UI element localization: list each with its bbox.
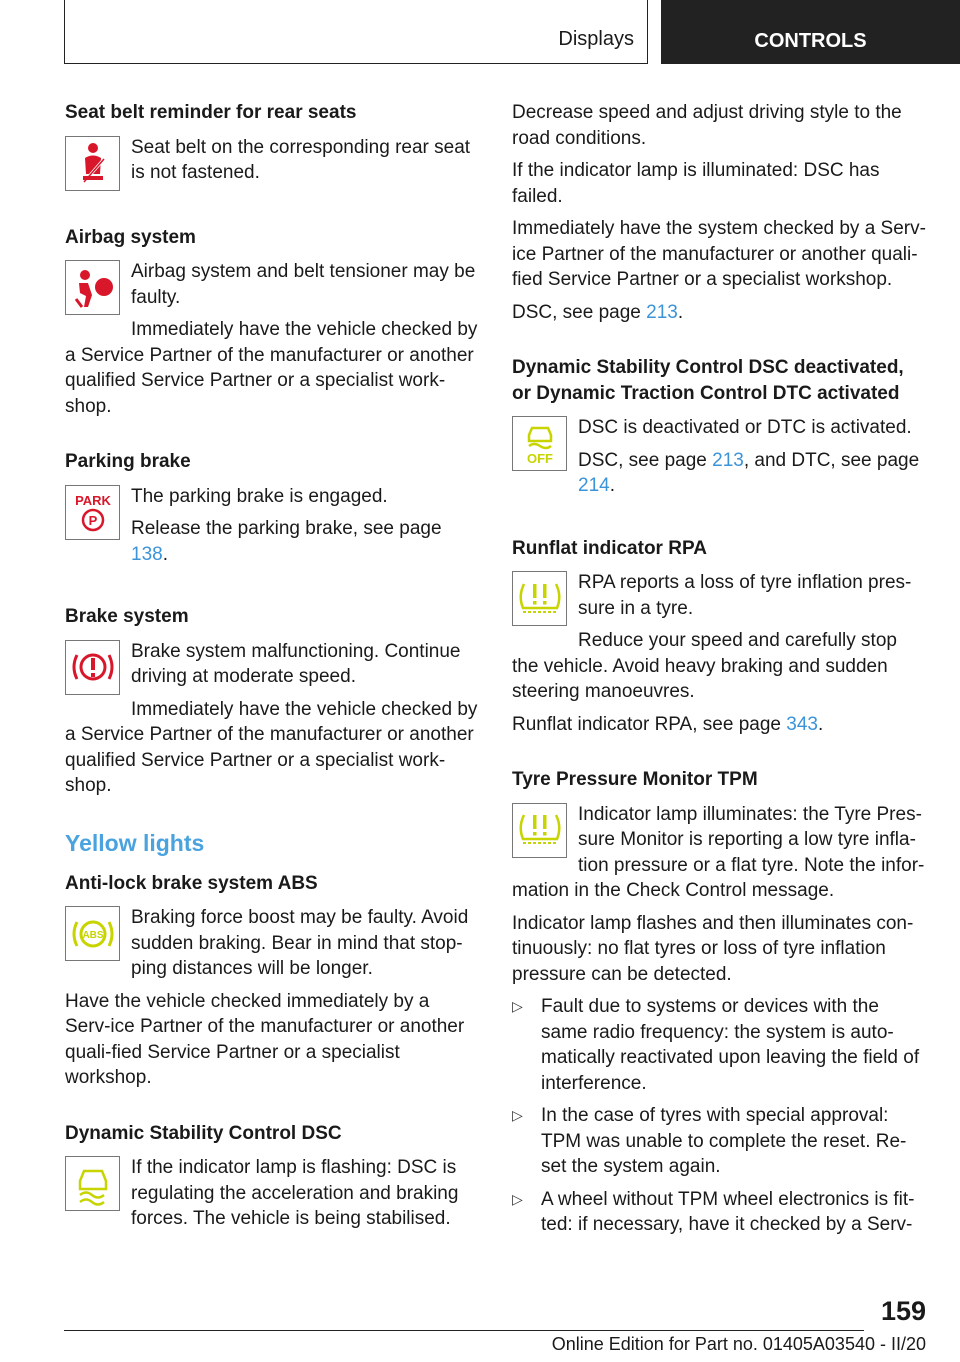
airbag-section — [65, 225, 480, 420]
dsc-cont-text-3: Immediately have the system checked by a Serv-ice Partner of the manufacturer or another quali-fied Service Partner or a specialist workshop. — [512, 218, 926, 290]
page-number: 159 — [880, 1296, 926, 1326]
tpm-heading: Tyre Pressure Monitor TPM — [512, 769, 758, 790]
dsc-off-text-2-post: . — [609, 475, 615, 496]
dsc-off-text-2-mid: , and DTC, see page — [743, 449, 920, 471]
parking-text-2-pre: Release the parking brake, see page — [131, 518, 442, 539]
airbag-icon — [65, 260, 120, 315]
brake-heading: Brake system — [65, 606, 189, 627]
rpa-text-2: Reduce your speed and carefully stop the vehicle. Avoid heavy braking and sudden steering manoeuvres. — [512, 630, 897, 702]
tyre-warning-icon — [512, 571, 567, 626]
dsc-off-heading: Dynamic Stability Control DSC deactivated, or Dynamic Traction Control DTC activated — [512, 357, 904, 404]
rpa-section — [512, 536, 927, 738]
rpa-text-3-pre: Runflat indicator RPA, see page — [512, 713, 787, 735]
abs-text-2: Have the vehicle checked immediately by a Serv-ice Partner of the manufacturer or another quali-fied Service Partner or a specialist workshop. — [65, 990, 465, 1088]
yellow-lights-heading: Yellow lights — [65, 829, 205, 856]
tpm-warning-icon — [512, 803, 567, 858]
parking-text-2-post: . — [162, 543, 168, 565]
seatbelt-section — [65, 100, 480, 195]
dsc-off-text-1: DSC is deactivated or DTC is activated. — [578, 417, 912, 438]
parking-text-1: The parking brake is engaged. — [131, 485, 388, 507]
tpm-bullet-list — [512, 994, 927, 1238]
rpa-text-3-post: . — [817, 713, 824, 735]
seatbelt-icon — [65, 136, 120, 191]
dsc-text-1: If the indicator lamp is flashing: DSC is regulating the acceleration and braking forces. The vehicle is being stabilised. — [131, 1157, 459, 1229]
abs-text-1: Braking force boost may be faulty. Avoid sudden braking. Bear in mind that stop-ping distances will be longer. — [131, 907, 469, 979]
bullet-text: In the case of tyres with special approval: TPM was unable to complete the reset. Re-set the system again. — [541, 1105, 907, 1177]
abs-section — [65, 871, 480, 1091]
abs-heading: Anti-lock brake system ABS — [65, 872, 318, 894]
bullet-arrow-icon: ▷ — [512, 1190, 523, 1207]
dsc-icon — [65, 1156, 120, 1211]
page-ref-138[interactable]: 138 — [131, 543, 163, 565]
parking-section — [65, 449, 480, 574]
dsc-cont-text-4-pre: DSC, see page — [512, 301, 647, 323]
seatbelt-heading: Seat belt reminder for rear seats — [65, 102, 357, 123]
bullet-arrow-icon: ▷ — [512, 998, 523, 1014]
edition-note: Online Edition for Part no. 01405A03540 - II/20 — [551, 1334, 926, 1354]
dsc-off-text-2 — [512, 448, 927, 499]
footer-divider — [64, 1330, 864, 1331]
dsc-cont-text-4 — [512, 300, 927, 326]
bullet-text: A wheel without TPM wheel electronics is fit-ted: if necessary, have it checked by a Serv- — [541, 1188, 915, 1235]
abs-icon-text: ABS — [81, 929, 104, 941]
park-icon-symbol: P — [88, 513, 97, 528]
list-item — [512, 994, 927, 1096]
dsc-cont-text-1: Decrease speed and adjust driving style to the road conditions. — [512, 102, 902, 149]
page-ref-213[interactable]: 213 — [646, 301, 678, 323]
dsc-off-text-2-pre: DSC, see page — [578, 449, 713, 471]
dsc-continued — [512, 100, 927, 325]
dsc-off-section — [512, 355, 927, 506]
page-ref-213-b[interactable]: 213 — [712, 449, 744, 471]
airbag-heading: Airbag system — [65, 226, 196, 248]
dsc-cont-text-4-post: . — [677, 301, 684, 323]
park-brake-icon — [65, 485, 120, 540]
bullet-arrow-icon: ▷ — [512, 1107, 523, 1123]
airbag-text-2: Immediately have the vehicle checked by a Service Partner of the manufacturer or another qualified Service Partner or a specialist work-shop. — [65, 319, 478, 417]
page-ref-343[interactable]: 343 — [786, 713, 818, 735]
brake-text-2: Immediately have the vehicle checked by a Service Partner of the manufacturer or another qualified Service Partner or a specialist work-shop. — [65, 698, 478, 796]
brake-warning-icon — [65, 640, 120, 695]
dsc-off-icon-text: OFF — [526, 450, 553, 466]
page-ref-214[interactable]: 214 — [578, 475, 610, 496]
left-column — [65, 100, 480, 1262]
parking-heading: Parking brake — [65, 451, 191, 472]
bullet-text: Fault due to systems or devices with the same radio frequency: the system is auto-matically reactivated upon leaving the field of interference. — [541, 996, 920, 1094]
seatbelt-text: Seat belt on the corresponding rear seat is not fastened. — [131, 136, 471, 183]
tpm-text-1: Indicator lamp illuminates: the Tyre Pres-sure Monitor is reporting a low tyre infla-tion pressure or a flat tyre. Note the infor-mation in the Check Control message. — [512, 803, 925, 901]
park-icon-text: PARK — [74, 493, 111, 508]
right-column — [512, 100, 927, 1268]
chapter-tab: CONTROLS — [661, 0, 960, 64]
abs-icon — [65, 906, 120, 961]
dsc-cont-text-2: If the indicator lamp is illuminated: DSC has failed. — [512, 160, 880, 207]
dsc-section — [65, 1121, 480, 1232]
airbag-text-1: Airbag system and belt tensioner may be faulty. — [131, 261, 476, 308]
rpa-heading: Runflat indicator RPA — [512, 537, 707, 559]
list-item — [512, 1103, 927, 1180]
tpm-section — [512, 767, 927, 1238]
dsc-heading: Dynamic Stability Control DSC — [65, 1122, 342, 1144]
dsc-off-icon — [512, 416, 567, 471]
brake-text-1: Brake system malfunctioning. Continue driving at moderate speed. — [131, 640, 461, 687]
rpa-text-3 — [512, 712, 927, 738]
rpa-text-1: RPA reports a loss of tyre inflation pres-sure in a tyre. — [578, 572, 912, 619]
brake-section — [65, 604, 480, 799]
list-item — [512, 1187, 927, 1238]
parking-text-2 — [65, 516, 480, 567]
tpm-text-2: Indicator lamp flashes and then illuminates con-tinuously: no flat tyres or loss of tyre inflation pressure can be detected. — [512, 912, 914, 985]
section-title: Displays — [558, 28, 634, 50]
